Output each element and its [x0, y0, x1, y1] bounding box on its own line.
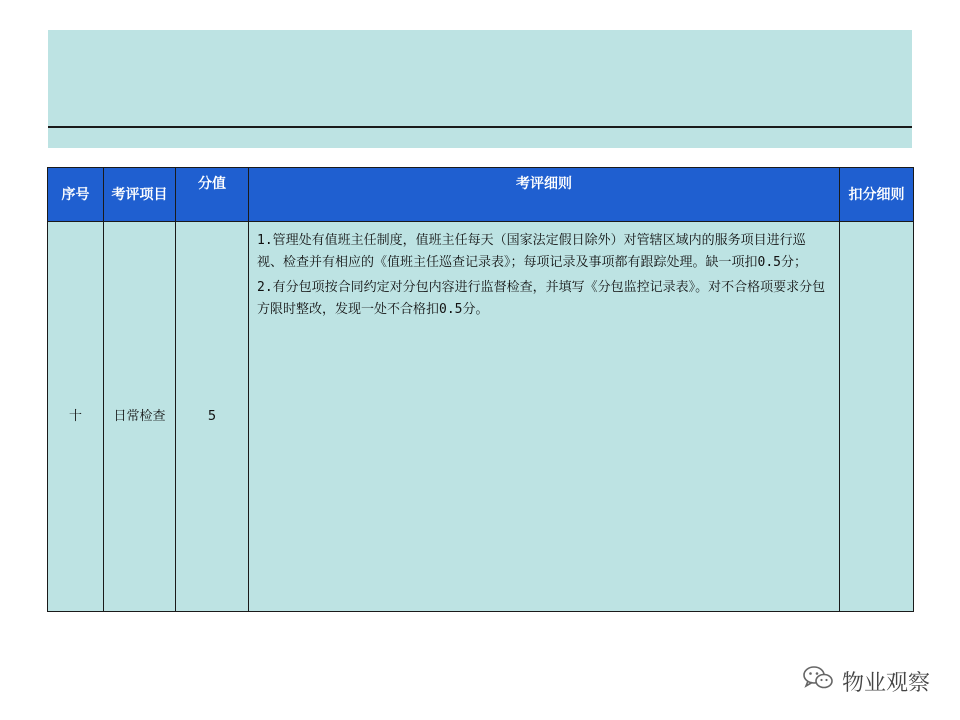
detail-rule-1: 1.管理处有值班主任制度，值班主任每天（国家法定假日除外）对管辖区域内的服务项目进行巡视、检查并有相应的《值班主任巡查记录表》；每项记录及事项都有跟踪处理。缺一项扣0.5分；	[257, 233, 807, 270]
table-row	[48, 222, 914, 612]
header-seq: 序号	[48, 168, 104, 222]
watermark-text: 物业观察	[841, 670, 930, 696]
cell-seq: 十	[48, 222, 104, 612]
detail-rule-2: 2.有分包项按合同约定对分包内容进行监督检查，并填写《分包监控记录表》。对不合格项要求分包方限时整改，发现一处不合格扣0.5分。	[257, 280, 826, 317]
cell-details	[249, 222, 840, 612]
header-score: 分值	[176, 168, 249, 222]
header-details: 考评细则	[249, 168, 840, 222]
title-divider	[48, 126, 912, 128]
title-band	[48, 30, 912, 148]
header-deduction: 扣分细则	[840, 168, 914, 222]
cell-item: 日常检查	[104, 222, 176, 612]
evaluation-table	[47, 167, 914, 612]
wechat-icon	[802, 664, 834, 698]
watermark	[802, 664, 930, 698]
cell-deduction	[840, 222, 914, 612]
header-item: 考评项目	[104, 168, 176, 222]
cell-score: 5	[176, 222, 249, 612]
table-header-row	[48, 168, 914, 222]
